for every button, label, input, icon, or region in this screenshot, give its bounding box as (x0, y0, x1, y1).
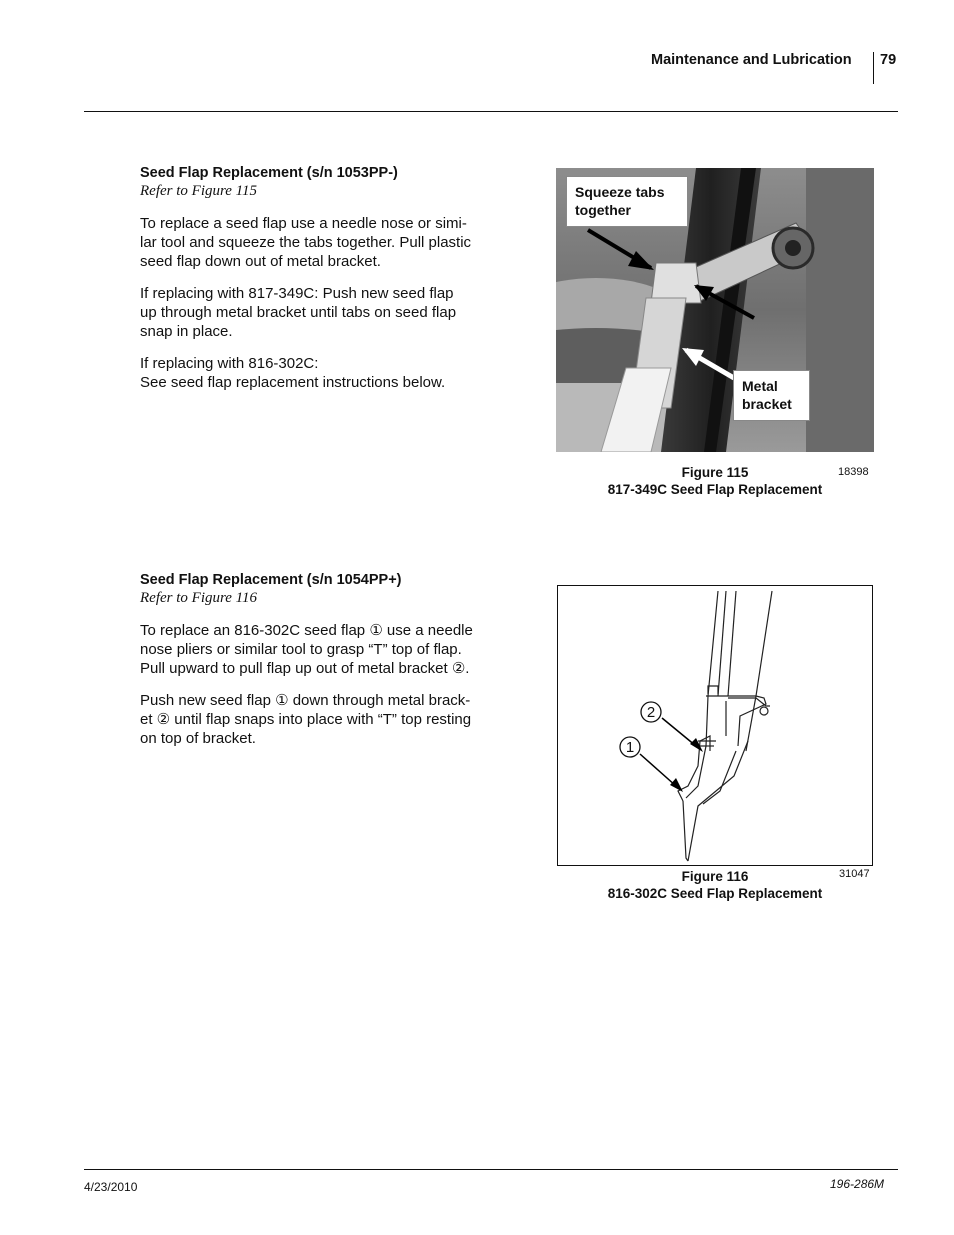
running-header-title: Maintenance and Lubrication (651, 52, 852, 68)
callout-2-label: 2 (646, 704, 656, 721)
section-1 (140, 165, 485, 392)
figure-116-id: 31047 (839, 868, 870, 880)
section-1-paragraph-2: If replacing with 817-349C: Push new seed flap up through metal bracket until tabs on seed flap snap in place. (140, 285, 457, 340)
section-2-paragraph-1: To replace an 816-302C seed flap ① use a needle nose pliers or similar tool to grasp “T” top of flap. Pull upward to pull flap up out of metal bracket ②. (140, 622, 473, 677)
header-divider (873, 52, 874, 84)
figure-115-id: 18398 (838, 466, 869, 478)
page-number: 79 (880, 52, 897, 68)
section-2 (140, 572, 485, 748)
callout-squeeze-tabs: Squeeze tabs together (566, 176, 688, 227)
footer-rule (84, 1169, 898, 1170)
section-2-reference: Refer to Figure 116 (140, 590, 258, 606)
figure-116-caption (557, 869, 873, 901)
figure-116-title: 816-302C Seed Flap Replacement (607, 886, 823, 901)
seed-flap-line-drawing (558, 586, 871, 864)
section-1-paragraph-1: To replace a seed flap use a needle nose or simi- lar tool and squeeze the tabs together. Pull plastic seed flap down out of metal bracket. (140, 215, 472, 270)
section-1-paragraph-3: If replacing with 816-302C: See seed flap replacement instructions below. (140, 355, 446, 391)
figure-115-photo (556, 168, 874, 452)
figure-115-caption (556, 465, 874, 497)
section-2-paragraph-2: Push new seed flap ① down through metal brack- et ② until flap snaps into place with “T” top resting on top of bracket. (140, 692, 472, 747)
figure-116-drawing (557, 585, 873, 866)
footer-doc-number: 196-286M (830, 1177, 885, 1191)
section-2-title: Seed Flap Replacement (s/n 1054PP+) (140, 572, 402, 588)
callout-metal-bracket: Metal bracket (733, 370, 810, 421)
section-1-reference: Refer to Figure 115 (140, 183, 258, 199)
header-rule (84, 111, 898, 112)
footer-date: 4/23/2010 (84, 1180, 138, 1194)
section-1-title: Seed Flap Replacement (s/n 1053PP-) (140, 165, 398, 181)
callout-1-label: 1 (625, 739, 635, 756)
figure-115-number: Figure 115 (681, 465, 749, 480)
figure-116-number: Figure 116 (681, 869, 749, 884)
figure-115-title: 817-349C Seed Flap Replacement (607, 482, 823, 497)
